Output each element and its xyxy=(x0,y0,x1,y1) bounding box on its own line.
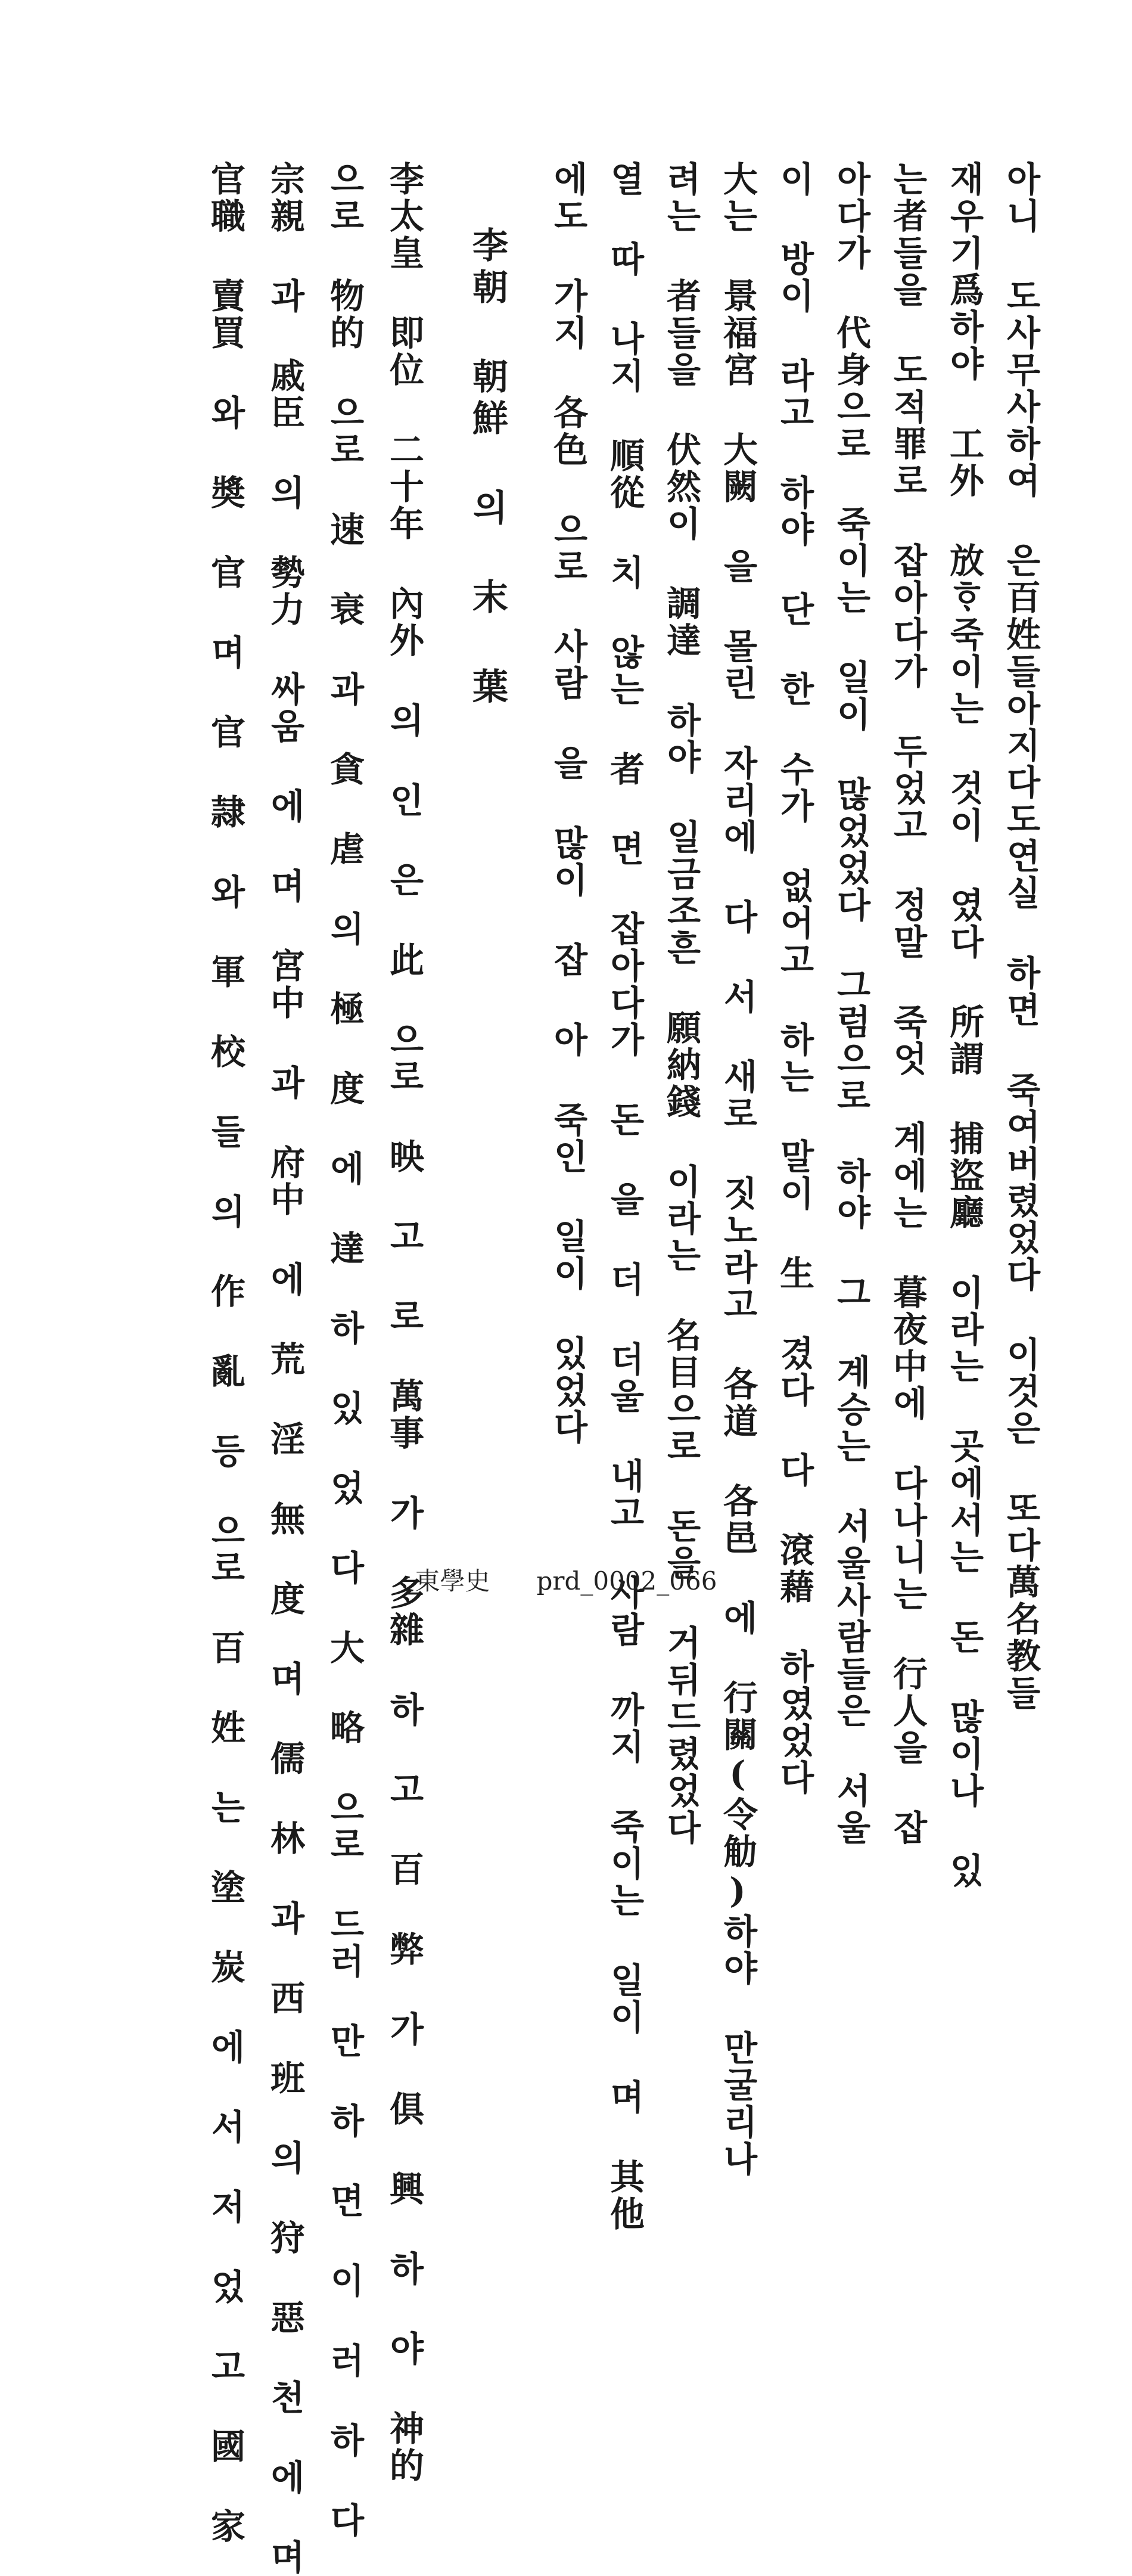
text-column-4: 아다가 代身으로 죽이는 일이 많었었다 그럼으로 하야 그 계승는 서울사람들은 서울 xyxy=(831,161,871,1846)
text-column-8: 열 따 나지 順從 치 않는 者 면 잡아다가 돈 을 더 더울 내고 사람 까지 죽이는 일이 며 其他 xyxy=(604,161,645,2233)
footer-page-code: prd_0002_066 xyxy=(536,1566,717,1596)
text-column-7: 려는 者들을 伏然이 調達 하야 일금조흔 願納錢 이라는 名目으로 돈을 거뒤드렸었다 xyxy=(661,161,701,1846)
text-column-14: 官職 賣買 와 奬 官 며 官 隷 와 軍 校 들 의 作 亂 등 으로 百 姓 는 塗 炭 에 서 저 었 고 國 家 xyxy=(205,161,245,2545)
text-column-1: 아니 도사무사하여 은百姓들아지다도연실 하면 죽여버렸었다 이것은 또다萬名教들 xyxy=(1000,161,1041,1712)
text-column-5: 이 방이 라고 하야 단 한 수가 없어고 하는 말이 生 겼다 다 滾藉 하였었다 xyxy=(774,161,814,1796)
footer-title: 東學史 xyxy=(415,1566,490,1596)
text-column-9: 에도 가지 各色 으로 사람 을 많이 잡 아 죽인 일이 있었다 xyxy=(548,161,588,1446)
page-footer xyxy=(0,1562,1132,1597)
text-column-11: 李太皇 即位 二十年 內外 의 인 은 此 으로 映 고 로 萬事 가 多雜 하 고 百 弊 가 俱 興 하 야 神的 xyxy=(384,161,424,2484)
text-column-3: 는者들을 도적罪로 잡아다가 두었고 정말 죽엇 계에는 暮夜中에 다나니는 行人을 잡 xyxy=(887,161,928,1846)
text-column-6: 大는 景福宮 大闕 을 몰린 자리에 다 서 새로 짓노라고 各道 各邑 에 行關(令觔)하야 만굴리나 xyxy=(717,161,758,2178)
text-column-2: 재우기爲하야 工外 放ᄒᆞ죽이는 것이 였다 所謂 捕盜廳 이라는 곳에서는 돈 많이나 있 xyxy=(944,161,984,1889)
text-column-13: 宗親 과 戚臣 의 勢力 싸움 에 며 宮中 과 府中 에 荒 淫 無 度 며 儒 林 과 西 班 의 狩 惡 천 에 며 xyxy=(265,161,305,2576)
section-heading: 李朝 朝鮮 의 末 葉 xyxy=(467,226,508,709)
text-column-12: 으로 物的 으로 速 衰 과 貪 虐 의 極 度 에 達 하 있 었 다 大 略 으로 드러 만 하 면 이 러 하 다 xyxy=(324,161,365,2539)
